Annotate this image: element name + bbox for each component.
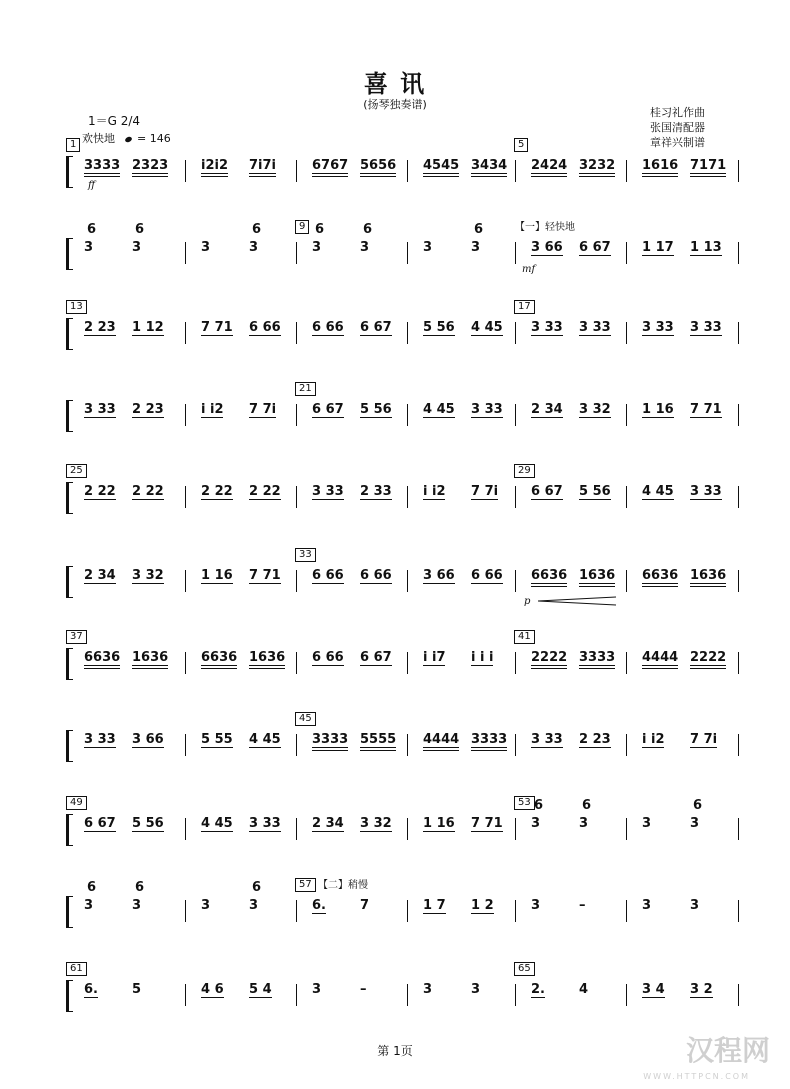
note-group: 3 33 [690,484,722,499]
barline [407,404,408,426]
note-group: 1 12 [132,320,164,335]
system-brace [66,730,73,762]
barline [738,900,739,922]
measure-number: 13 [66,300,87,314]
chord-upper-note: 6 [87,880,97,895]
note-group: 5 56 [360,402,392,417]
note-group: 5 [132,982,142,997]
note-group: 7 7i [249,402,277,417]
note-group: 2424 [531,158,568,173]
section-marking: 【一】轻快地 [515,222,575,233]
note-group: 1 17 [642,240,674,255]
barline [515,486,516,508]
barline [296,734,297,756]
note-group: 2 23 [84,320,116,335]
note-group: 2 33 [360,484,392,499]
note-group: i i i [471,650,494,665]
score-row [0,548,790,608]
note-group: 2. [531,982,545,997]
section-marking: 【二】稍慢 [318,880,368,891]
barline [296,984,297,1006]
chord-upper-note: 6 [252,222,262,237]
barline [407,242,408,264]
score-row [0,464,790,524]
measure-number: 41 [514,630,535,644]
note-group: 3 [201,898,211,913]
barline [407,570,408,592]
score-row [0,712,790,772]
barline [407,322,408,344]
note-group: 4 45 [423,402,455,417]
note-group: 1636 [132,650,169,665]
barline [185,984,186,1006]
note-group: 6767 [312,158,349,173]
score-row [0,796,790,856]
note-group: 7 71 [690,402,722,417]
note-group: – [579,898,586,913]
note-group: 5656 [360,158,397,173]
note-group: 3 33 [690,320,722,335]
barline [515,900,516,922]
barline [515,404,516,426]
note-group: 5 56 [132,816,164,831]
barline [407,652,408,674]
chord-upper-note: 6 [135,880,145,895]
note-group: 6 66 [360,568,392,583]
note-group: – [360,982,367,997]
system-brace [66,896,73,928]
watermark-logo: 汉程网 [685,1034,770,1067]
note-group: 1616 [642,158,679,173]
chord-upper-note: 6 [534,798,544,813]
barline [626,734,627,756]
barline [626,404,627,426]
note-group: 3 33 [84,732,116,747]
barline [626,160,627,182]
note-group: 3 33 [642,320,674,335]
note-group: 3 33 [471,402,503,417]
measure-number: 49 [66,796,87,810]
key-signature: 1＝G 2/4 [88,114,141,128]
barline [407,984,408,1006]
note-group: 4545 [423,158,460,173]
credit-notation: 章祥兴制谱 [650,136,705,149]
barline [296,322,297,344]
note-group: 6 67 [531,484,563,499]
chord-lower-note: 3 [249,240,259,255]
note-group: 3 [423,982,433,997]
note-group: 3 [642,898,652,913]
note-group: 4444 [642,650,679,665]
note-group: 3333 [471,732,508,747]
measure-number: 21 [295,382,316,396]
barline [626,242,627,264]
note-group: 2 34 [84,568,116,583]
barline [296,160,297,182]
barline [296,404,297,426]
barline [626,900,627,922]
dynamic-mf: mf [522,264,536,275]
barline [185,486,186,508]
note-group: 3 66 [531,240,563,255]
measure-number: 1 [66,138,80,152]
crescendo-icon [538,596,618,606]
note-group: 5 56 [423,320,455,335]
measure-number: 45 [295,712,316,726]
note-group: 5555 [360,732,397,747]
note-group: 4 45 [249,732,281,747]
chord-upper-note: 6 [135,222,145,237]
note-group: 6 67 [360,650,392,665]
chord-lower-note: 3 [249,898,259,913]
system-brace [66,566,73,598]
barline [185,242,186,264]
measure-number: 37 [66,630,87,644]
system-brace [66,156,73,188]
note-group: 6. [312,898,326,913]
note-group: 1 2 [471,898,494,913]
watermark-url: WWW.HTTPCN.COM [643,1072,750,1081]
note-group: 7171 [690,158,727,173]
barline [738,818,739,840]
note-group: i i2 [642,732,665,747]
note-group: 3333 [579,650,616,665]
note-group: 2 23 [132,402,164,417]
note-group: 3 [471,982,481,997]
dynamic-ff: ff [88,180,96,191]
measure-number: 65 [514,962,535,976]
chord-lower-note: 3 [360,240,370,255]
note-group: 3333 [84,158,121,173]
measure-number: 53 [514,796,535,810]
note-group: 3 [531,898,541,913]
note-group: 1636 [579,568,616,583]
note-group: 6 66 [312,568,344,583]
note-group: 2 22 [84,484,116,499]
note-group: 1 13 [690,240,722,255]
barline [738,404,739,426]
barline [626,570,627,592]
barline [515,984,516,1006]
note-group: 2222 [690,650,727,665]
chord-upper-note: 6 [315,222,325,237]
note-group: 6 66 [312,320,344,335]
barline [185,322,186,344]
note-group: 3 [201,240,211,255]
note-group: 2 22 [132,484,164,499]
chord-lower-note: 3 [579,816,589,831]
measure-number: 17 [514,300,535,314]
note-group: 6 67 [360,320,392,335]
barline [185,570,186,592]
note-group: 2 22 [201,484,233,499]
note-group: 3 33 [531,732,563,747]
note-group: i i2 [201,402,224,417]
barline [296,242,297,264]
system-brace [66,482,73,514]
note-group: 2 23 [579,732,611,747]
measure-number: 25 [66,464,87,478]
note-group: 2222 [531,650,568,665]
barline [738,160,739,182]
note-group: 3 4 [642,982,665,997]
note-group: i2i2 [201,158,229,173]
barline [626,984,627,1006]
note-group: 6 67 [312,402,344,417]
chord-lower-note: 3 [132,898,142,913]
score-row [0,220,790,280]
note-group: 6 67 [84,816,116,831]
dynamic-p: p [524,596,531,607]
barline [515,322,516,344]
barline [185,900,186,922]
note-group: 3 32 [579,402,611,417]
chord-upper-note: 6 [252,880,262,895]
barline [296,900,297,922]
system-brace [66,648,73,680]
chord-upper-note: 6 [582,798,592,813]
note-group: 2323 [132,158,169,173]
note-group: 3 [642,816,652,831]
note-group: 6 66 [249,320,281,335]
chord-upper-note: 6 [87,222,97,237]
note-group: 6 66 [471,568,503,583]
note-group: 5 4 [249,982,272,997]
measure-number: 61 [66,962,87,976]
note-group: 3 32 [132,568,164,583]
chord-upper-note: 6 [693,798,703,813]
note-group: 3 66 [423,568,455,583]
score-row [0,138,790,198]
note-group: 2 34 [531,402,563,417]
barline [738,322,739,344]
note-group: 3 2 [690,982,713,997]
measure-number: 9 [295,220,309,234]
system-brace [66,318,73,350]
barline [626,322,627,344]
barline [626,486,627,508]
note-group: 6 66 [312,650,344,665]
score-row [0,878,790,938]
barline [185,818,186,840]
barline [515,570,516,592]
note-group: 3 [690,898,700,913]
note-group: 3232 [579,158,616,173]
score-row [0,630,790,690]
note-group: 4 45 [201,816,233,831]
barline [185,734,186,756]
tempo-value: = 146 [137,132,171,145]
measure-number: 57 [295,878,316,892]
note-group: 7 71 [201,320,233,335]
chord-lower-note: 3 [132,240,142,255]
note-group: 5 56 [579,484,611,499]
barline [738,652,739,674]
measure-number: 5 [514,138,528,152]
note-group: 7i7i [249,158,277,173]
note-group: 6. [84,982,98,997]
note-group: 7 7i [471,484,499,499]
barline [738,242,739,264]
barline [738,984,739,1006]
note-group: 3 33 [579,320,611,335]
note-group: 4 [579,982,589,997]
system-brace [66,238,73,270]
system-brace [66,980,73,1012]
note-group: 2 34 [312,816,344,831]
score-row [0,300,790,360]
tempo-text: 欢快地 [82,132,115,145]
barline [515,734,516,756]
chord-lower-note: 3 [84,898,94,913]
subtitle: (扬琴独奏谱) [363,98,427,111]
barline [407,486,408,508]
barline [738,734,739,756]
chord-lower-note: 3 [312,240,322,255]
barline [296,570,297,592]
note-group: 7 71 [249,568,281,583]
barline [185,652,186,674]
chord-upper-note: 6 [474,222,484,237]
note-group: 1 7 [423,898,446,913]
note-group: 6636 [531,568,568,583]
chord-lower-note: 3 [690,816,700,831]
page-title: 喜 讯 [363,69,427,98]
note-group: 3 33 [84,402,116,417]
note-group: 3 32 [360,816,392,831]
note-group: 3333 [312,732,349,747]
measure-number: 33 [295,548,316,562]
page-number: 第 1页 [377,1044,413,1058]
barline [515,160,516,182]
score-row [0,382,790,442]
note-group: 4444 [423,732,460,747]
barline [296,818,297,840]
note-group: 3 33 [249,816,281,831]
note-group: 3 [312,982,322,997]
barline [738,570,739,592]
note-group: 6636 [201,650,238,665]
note-group: 3434 [471,158,508,173]
barline [738,486,739,508]
note-group: 4 45 [471,320,503,335]
credit-composer: 桂习礼作曲 [650,106,705,119]
note-group: 6 67 [579,240,611,255]
note-group: 7 [360,898,370,913]
note-group: 6636 [642,568,679,583]
score-row [0,962,790,1022]
barline [296,486,297,508]
note-group: 1636 [249,650,286,665]
credit-arranger: 张国清配器 [650,121,705,134]
barline [407,818,408,840]
barline [515,242,516,264]
note-group: 2 22 [249,484,281,499]
barline [515,652,516,674]
barline [626,652,627,674]
barline [515,818,516,840]
note-group: 3 33 [531,320,563,335]
note-group: 3 [423,240,433,255]
barline [407,160,408,182]
measure-number: 29 [514,464,535,478]
note-group: 5 55 [201,732,233,747]
note-group: 3 33 [312,484,344,499]
barline [626,818,627,840]
note-group: 7 7i [690,732,718,747]
chord-lower-note: 3 [84,240,94,255]
note-group: 7 71 [471,816,503,831]
barline [185,160,186,182]
note-group: 6636 [84,650,121,665]
note-group: 3 66 [132,732,164,747]
barline [407,734,408,756]
chord-lower-note: 3 [471,240,481,255]
note-group: i i7 [423,650,446,665]
note-group: 4 6 [201,982,224,997]
note-group: 1 16 [642,402,674,417]
chord-lower-note: 3 [531,816,541,831]
note-group: i i2 [423,484,446,499]
note-group: 1 16 [201,568,233,583]
note-group: 1 16 [423,816,455,831]
barline [407,900,408,922]
system-brace [66,814,73,846]
barline [296,652,297,674]
chord-upper-note: 6 [363,222,373,237]
note-group: 1636 [690,568,727,583]
note-group: 4 45 [642,484,674,499]
barline [185,404,186,426]
system-brace [66,400,73,432]
